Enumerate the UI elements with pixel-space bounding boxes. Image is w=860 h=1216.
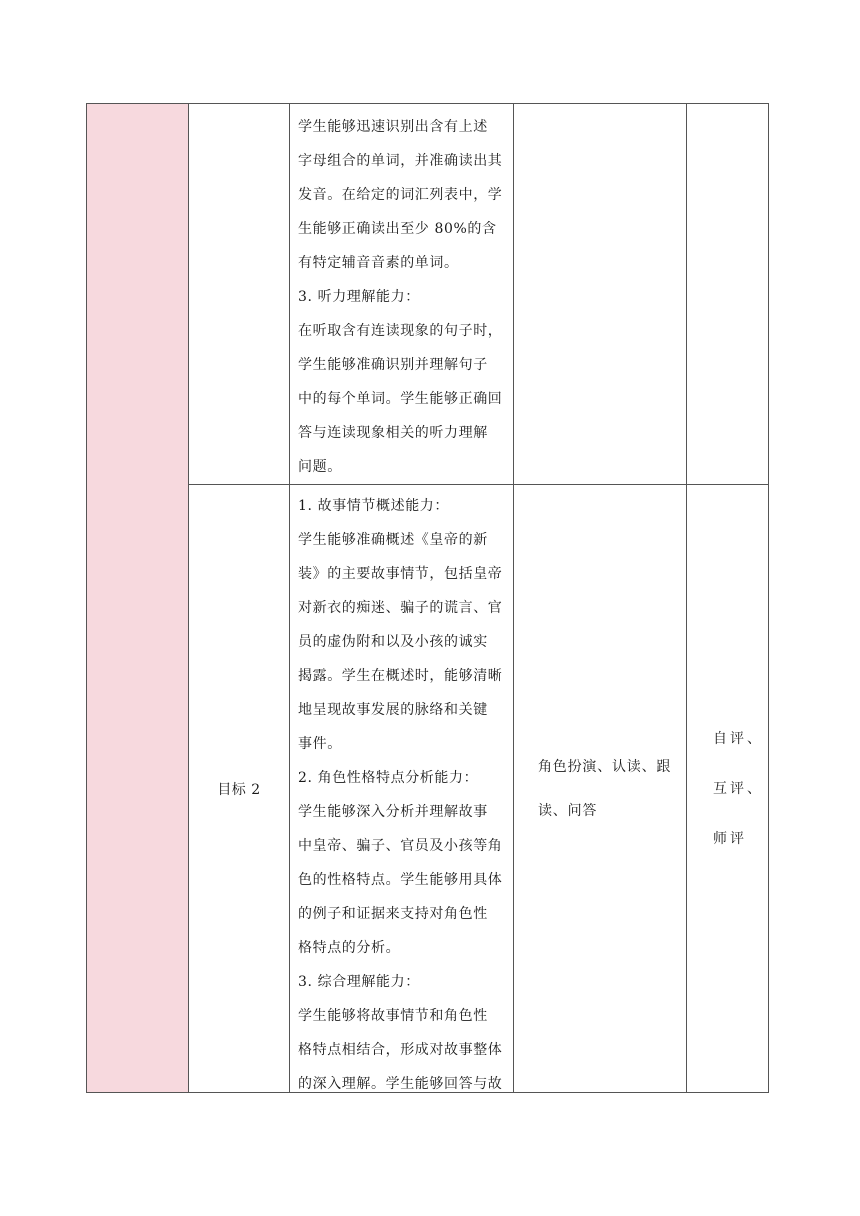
text-line: 揭露。学生在概述时，能够清晰 bbox=[298, 668, 503, 684]
text-line: 读、问答 bbox=[538, 802, 598, 819]
text-line: 互评、 bbox=[713, 780, 764, 797]
method-cell bbox=[514, 104, 687, 485]
text-line: 学生能够深入分析并理解故事 bbox=[298, 804, 488, 820]
text-line: 中的每个单词。学生能够正确回 bbox=[298, 391, 503, 407]
text-line: 学生能够准确识别并理解句子 bbox=[298, 357, 488, 373]
evaluation-table bbox=[86, 103, 769, 1093]
text-line: 自评、 bbox=[713, 730, 764, 747]
text-line: 有特定辅音音素的单词。 bbox=[298, 255, 459, 271]
evaluation-cell bbox=[687, 104, 769, 485]
content-cell bbox=[290, 104, 514, 485]
content-cell bbox=[290, 485, 514, 1093]
text-line: 2. 角色性格特点分析能力： bbox=[298, 770, 479, 786]
text-line: 格特点相结合，形成对故事整体 bbox=[298, 1042, 503, 1058]
text-line: 中皇帝、骗子、官员及小孩等角 bbox=[298, 838, 503, 854]
text-line: 的深入理解。学生能够回答与故 bbox=[298, 1076, 503, 1092]
table-row bbox=[87, 104, 769, 485]
text-line: 生能够正确读出至少 80%的含 bbox=[298, 221, 497, 237]
text-line: 地呈现故事发展的脉络和关键 bbox=[298, 702, 488, 718]
text-line: 3. 听力理解能力： bbox=[298, 289, 420, 305]
text-line: 问题。 bbox=[298, 459, 342, 475]
text-line: 装》的主要故事情节，包括皇帝 bbox=[298, 566, 503, 582]
text-line: 的例子和证据来支持对角色性 bbox=[298, 906, 488, 922]
text-line: 角色扮演、认读、跟 bbox=[538, 758, 672, 775]
evaluation-cell bbox=[687, 485, 769, 1093]
text-line: 学生能够迅速识别出含有上述 bbox=[298, 119, 488, 135]
goal-cell bbox=[189, 104, 290, 485]
text-line: 在听取含有连读现象的句子时， bbox=[298, 323, 503, 339]
text-line: 1. 故事情节概述能力： bbox=[298, 498, 450, 514]
text-line: 字母组合的单词，并准确读出其 bbox=[298, 153, 503, 169]
evaluation-text bbox=[687, 721, 768, 857]
text-line: 答与连读现象相关的听力理解 bbox=[298, 425, 488, 441]
text-line: 师评 bbox=[713, 830, 747, 847]
text-line: 发音。在给定的词汇列表中，学 bbox=[298, 187, 503, 203]
method-text bbox=[514, 752, 686, 826]
text-line: 员的虚伪附和以及小孩的诚实 bbox=[298, 634, 488, 650]
goal-cell bbox=[189, 485, 290, 1093]
table-row bbox=[87, 485, 769, 1093]
text-line: 色的性格特点。学生能够用具体 bbox=[298, 872, 503, 888]
content-text bbox=[290, 485, 513, 1092]
text-line: 对新衣的痴迷、骗子的谎言、官 bbox=[298, 600, 503, 616]
category-cell bbox=[87, 104, 189, 1093]
text-line: 格特点的分析。 bbox=[298, 940, 401, 956]
text-line: 3. 综合理解能力： bbox=[298, 974, 420, 990]
method-cell bbox=[514, 485, 687, 1093]
content-text bbox=[290, 104, 513, 484]
text-line: 事件。 bbox=[298, 736, 342, 752]
text-line: 学生能够准确概述《皇帝的新 bbox=[298, 532, 488, 548]
text-line: 学生能够将故事情节和角色性 bbox=[298, 1008, 488, 1024]
goal-label: 目标 2 bbox=[217, 781, 261, 798]
